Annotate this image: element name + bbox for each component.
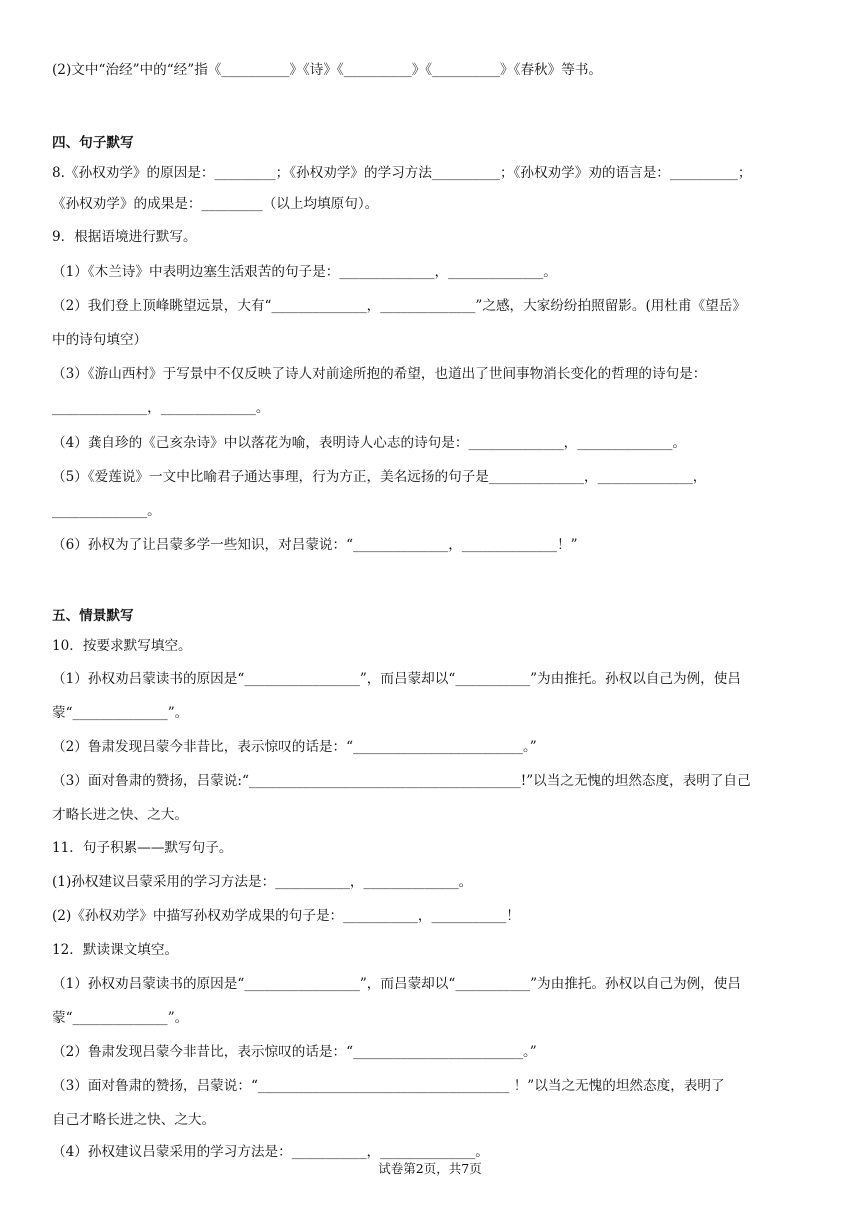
question-8-line-2: 《孙权劝学》的成果是：_________（以上均填原句）。 [52, 196, 379, 212]
question-11: 11．句子积累——默写句子。 [52, 840, 233, 856]
question-10-2: （2）鲁肃发现吕蒙今非昔比，表示惊叹的话是：“_________________________。” [52, 739, 537, 755]
question-12-4: （4）孙权建议吕蒙采用的学习方法是：___________，______________。 [52, 1144, 489, 1160]
question-10-1-line-1: （1）孙权劝吕蒙读书的原因是“_________________”，而吕蒙却以“___________”为由推托。孙权以自己为例，使吕 [52, 671, 741, 687]
question-12-3-line-1: （3）面对鲁肃的赞扬，吕蒙说：“_____________________________________ ！”以当之无愧的坦然态度，表明了 [52, 1078, 725, 1094]
question-12-2: （2）鲁肃发现吕蒙今非昔比，表示惊叹的话是：“_________________________。” [52, 1044, 537, 1060]
question-10-3-line-1: （3）面对鲁肃的赞扬，吕蒙说:“________________________________________!”以当之无愧的坦然态度，表明了自己 [52, 773, 751, 789]
question-12-1-line-2: 蒙“______________”。 [52, 1010, 189, 1026]
question-9-5-line-2: ______________。 [52, 503, 161, 519]
page-footer: 试卷第2页，共7页 [378, 1161, 482, 1176]
question-12-3-line-2: 自己才略长进之快、之大。 [52, 1112, 216, 1128]
question-12: 12．默读课文填空。 [52, 942, 179, 958]
question-9-2-line-1: （2）我们登上顶峰眺望远景，大有“______________，______________”之感，大家纷纷拍照留影。(用杜甫《望岳》 [52, 298, 746, 314]
question-9-2-line-2: 中的诗句填空） [52, 332, 148, 348]
question-10-1-line-2: 蒙“______________”。 [52, 705, 189, 721]
question-12-1-line-1: （1）孙权劝吕蒙读书的原因是“_________________”，而吕蒙却以“___________”为由推托。孙权以自己为例，使吕 [52, 976, 741, 992]
question-9-5-line-1: （5）《爱莲说》一文中比喻君子通达事理，行为方正，美名远扬的句子是______________，______________， [52, 469, 707, 485]
question-10: 10．按要求默写填空。 [52, 638, 192, 654]
question-9-3-line-2: ______________，______________。 [52, 400, 270, 416]
question-9-4: （4）龚自珍的《己亥杂诗》中以落花为喻，表明诗人心志的诗句是：______________，______________。 [52, 435, 686, 451]
question-9-1: （1）《木兰诗》中表明边塞生活艰苦的句子是：______________，______________。 [52, 264, 557, 280]
question-11-2: (2)《孙权劝学》中描写孙权劝学成果的句子是：___________，___________！ [52, 908, 520, 924]
section-4-heading: 四、句子默写 [52, 135, 134, 151]
question-9: 9．根据语境进行默写。 [52, 229, 197, 245]
question-9-3-line-1: （3）《游山西村》于写景中不仅反映了诗人对前途所抱的希望，也道出了世间事物消长变化的哲理的诗句是： [52, 366, 707, 382]
question-9-6: （6）孙权为了让吕蒙多学一些知识，对吕蒙说：“______________，______________！” [52, 537, 578, 553]
question-8-line-1: 8.《孙权劝学》的原因是：_________；《孙权劝学》的学习方法__________；《孙权劝学》劝的语言是：__________； [52, 165, 752, 181]
question-10-3-line-2: 才略长进之快、之大。 [52, 807, 188, 823]
question-7-2: (2)文中“治经”中的“经”指《__________》《诗》《__________》《__________》《春秋》等书。 [52, 62, 603, 78]
question-11-1: (1)孙权建议吕蒙采用的学习方法是：___________，______________。 [52, 874, 473, 890]
section-5-heading: 五、情景默写 [52, 608, 134, 624]
